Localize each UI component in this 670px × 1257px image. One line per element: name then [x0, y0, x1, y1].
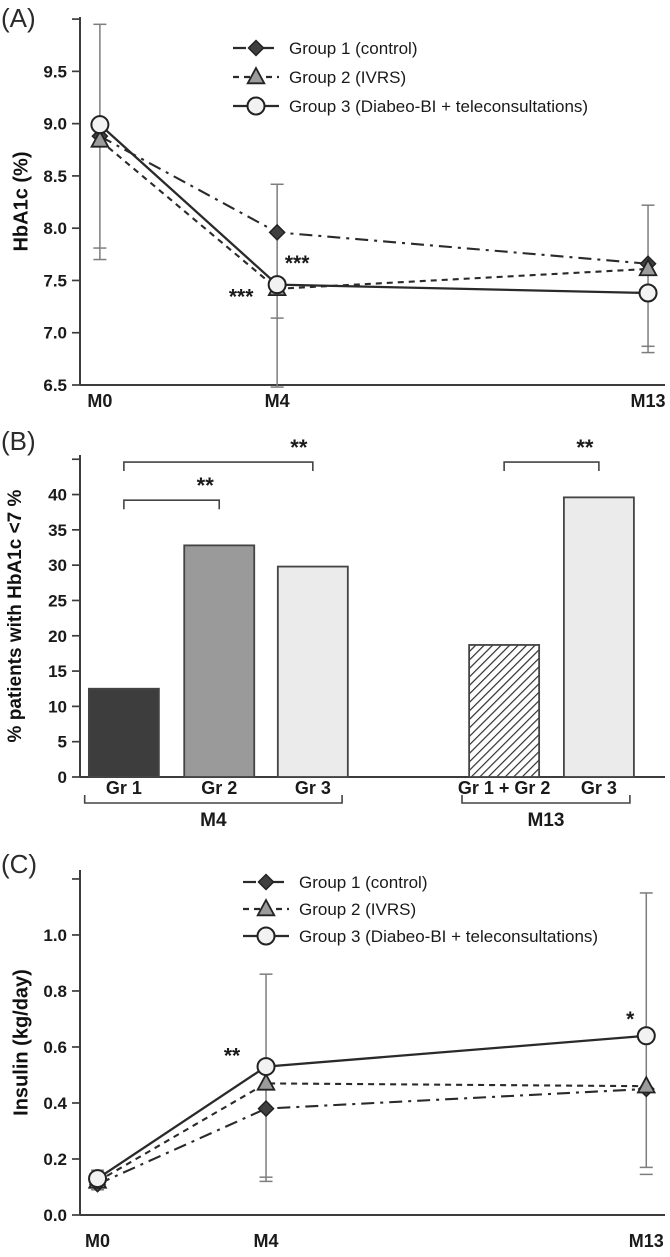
y-tick-label: 25 — [48, 591, 67, 611]
y-tick-label: 7.0 — [43, 323, 67, 343]
panel-b-letter: (B) — [1, 426, 36, 456]
panel-c-letter: (C) — [1, 849, 38, 879]
y-tick-label: 20 — [48, 626, 67, 646]
significance-stars: *** — [284, 252, 310, 275]
data-point-triangle — [248, 68, 265, 83]
y-tick-label: 15 — [48, 662, 67, 682]
y-tick-label: 1.0 — [43, 925, 67, 945]
y-tick-label: 40 — [48, 485, 67, 505]
error-bar — [642, 205, 655, 352]
data-point-triangle — [638, 1077, 655, 1092]
y-tick-label: 5 — [57, 732, 67, 752]
significance-stars: ** — [290, 435, 308, 461]
legend-item — [243, 900, 416, 919]
legend-label: Group 1 (control) — [289, 39, 418, 58]
legend-item — [233, 68, 406, 87]
panel-b — [48, 435, 665, 831]
legend-label: Group 3 (Diabeo-BI + teleconsultations) — [289, 97, 589, 116]
bar — [89, 689, 159, 777]
y-tick-label: 8.5 — [43, 166, 67, 186]
bar-label: Gr 3 — [580, 778, 617, 798]
bar-label: Gr 1 + Gr 2 — [457, 778, 551, 798]
x-category-label: M0 — [85, 1231, 111, 1251]
legend-item — [243, 873, 428, 892]
y-tick-label: 0.4 — [43, 1093, 67, 1113]
y-tick-label: 0.2 — [43, 1149, 67, 1169]
data-point-diamond — [259, 1101, 274, 1116]
data-point-diamond — [259, 875, 274, 890]
x-category-label: M0 — [87, 391, 113, 411]
significance-bracket — [124, 500, 219, 509]
series-line — [100, 125, 648, 293]
legend-item — [233, 97, 588, 116]
significance-stars: * — [626, 1007, 635, 1031]
series-line — [98, 1089, 647, 1184]
y-tick-label: 35 — [48, 520, 67, 540]
bar — [184, 545, 254, 777]
panel-b-y-axis-title: % patients with HbA1c <7 % — [5, 489, 26, 743]
group-bracket-label: M13 — [527, 810, 565, 831]
significance-stars: ** — [196, 473, 214, 499]
y-tick-label: 8.0 — [43, 219, 67, 239]
bar-label: Gr 1 — [105, 778, 142, 798]
significance-stars: *** — [228, 285, 254, 309]
bar-label: Gr 2 — [201, 778, 238, 798]
legend-item — [243, 927, 598, 946]
y-tick-label: 9.0 — [43, 114, 67, 134]
data-point-circle — [638, 1027, 655, 1044]
legend-label: Group 1 (control) — [299, 873, 428, 892]
x-category-label: M13 — [628, 1231, 664, 1251]
legend-label: Group 2 (IVRS) — [299, 900, 417, 919]
series-line — [100, 140, 648, 288]
bar — [469, 645, 539, 777]
series-line — [98, 1036, 647, 1179]
y-tick-label: 10 — [48, 697, 67, 717]
significance-bracket — [504, 462, 599, 471]
series-line — [98, 1083, 647, 1181]
y-tick-label: 0.6 — [43, 1037, 67, 1057]
x-category-label: M13 — [630, 391, 666, 411]
data-point-triangle — [258, 1074, 275, 1089]
panel-a-letter: (A) — [1, 3, 36, 33]
legend-label: Group 3 (Diabeo-BI + teleconsultations) — [299, 927, 599, 946]
panel-c — [43, 870, 665, 1251]
legend-label: Group 2 (IVRS) — [289, 68, 407, 87]
panel-a — [43, 17, 665, 411]
data-point-circle — [258, 1058, 275, 1075]
significance-bracket — [124, 462, 313, 471]
data-point-circle — [640, 285, 657, 302]
panel-c-y-axis-title: Insulin (kg/day) — [10, 969, 33, 1116]
data-point-diamond — [249, 41, 264, 56]
y-tick-label: 0.8 — [43, 981, 67, 1001]
significance-stars: ** — [223, 1044, 241, 1068]
data-point-circle — [91, 116, 108, 133]
y-tick-label: 6.5 — [43, 376, 67, 395]
data-point-circle — [258, 928, 275, 945]
group-bracket-label: M4 — [200, 810, 227, 831]
data-point-circle — [89, 1170, 106, 1187]
x-category-label: M4 — [264, 391, 290, 411]
y-tick-label: 9.5 — [43, 62, 67, 82]
data-point-diamond — [270, 225, 285, 240]
bar — [278, 567, 348, 777]
data-point-circle — [269, 276, 286, 293]
y-tick-label: 0 — [57, 768, 67, 787]
x-category-label: M4 — [253, 1231, 279, 1251]
y-tick-label: 0.0 — [43, 1206, 67, 1225]
y-tick-label: 30 — [48, 556, 67, 576]
bar-label: Gr 3 — [294, 778, 331, 798]
panel-a-y-axis-title: HbA1c (%) — [10, 151, 33, 252]
bar — [564, 497, 634, 777]
y-tick-label: 7.5 — [43, 271, 67, 291]
significance-stars: ** — [576, 435, 594, 461]
data-point-triangle — [258, 900, 275, 915]
data-point-circle — [248, 98, 265, 115]
legend-item — [233, 39, 418, 58]
